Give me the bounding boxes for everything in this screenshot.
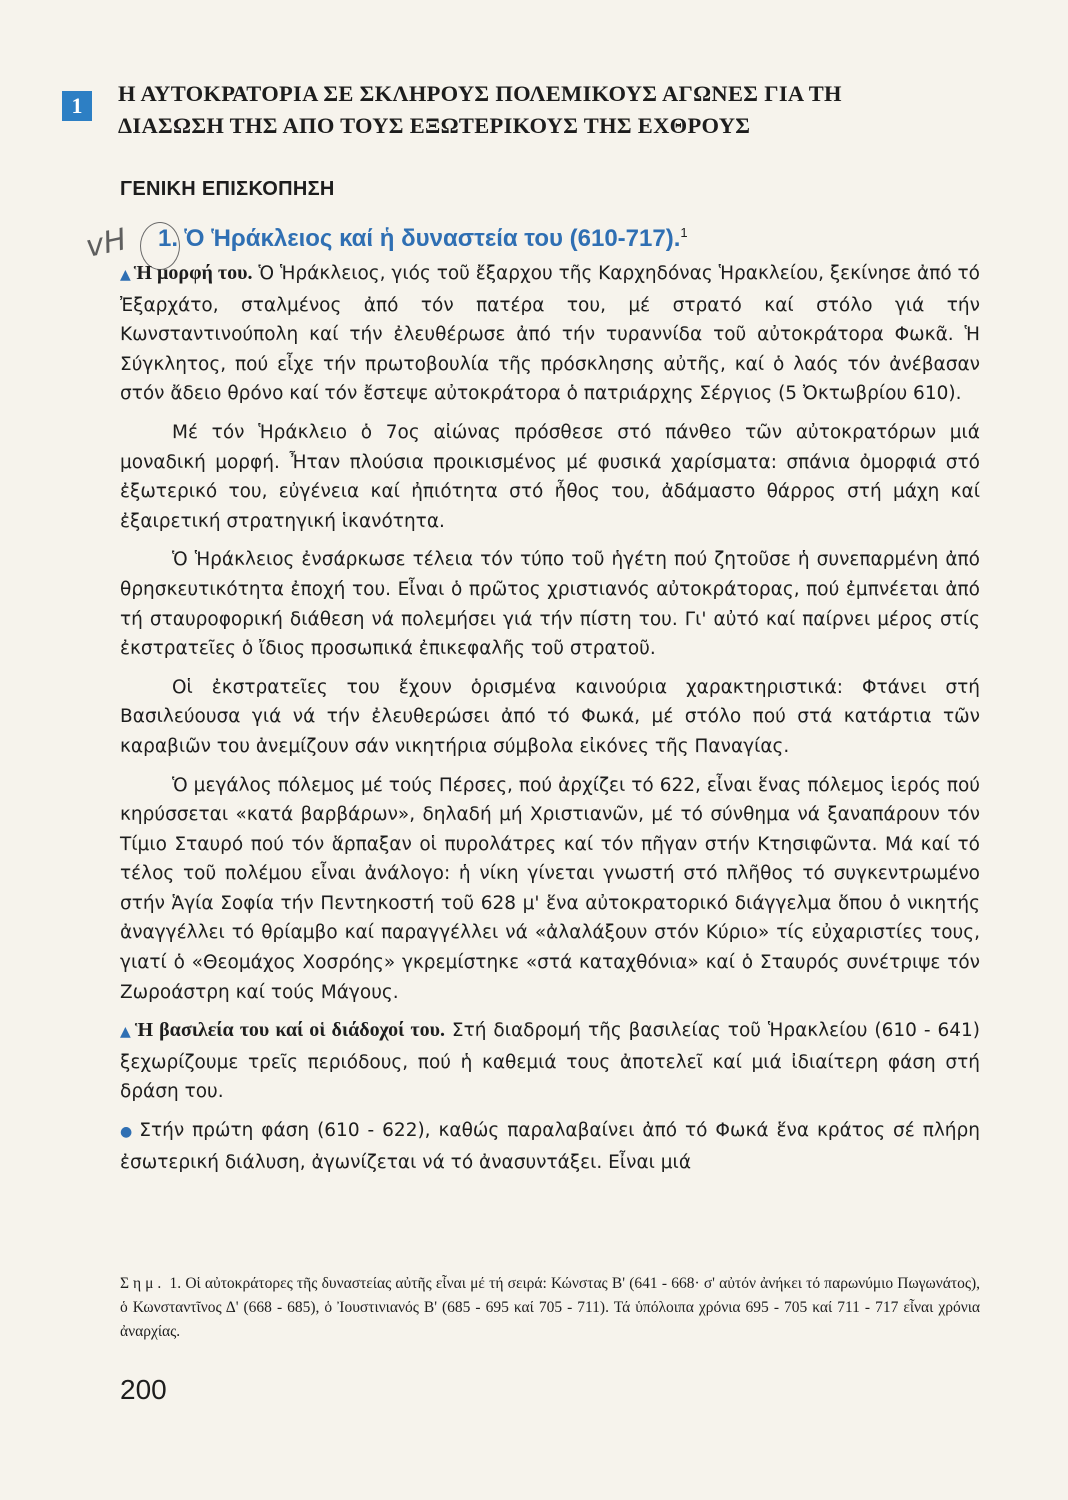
paragraph-1-heading: Ἡ μορφή του.: [133, 262, 253, 284]
paragraph-7: [120, 1116, 980, 1177]
footnote-text: 1. Οἱ αὐτοκράτορες τῆς δυναστείας αὐτῆς εἶναι μέ τή σειρά: Κώνστας Β' (641 - 668· σ' αὐτόν ἀνήκει τό παρωνύμιο Πωγωνάτος), ὁ Κωνσταντῖνος Δ' (668 - 685), ὁ Ἰουστινιανός Β' (685 - 695 καί 705 - 711). Τά ὑπόλοιπα χρόνια 695 - 705 καί 711 - 717 εἶναι χρόνια ἀναρχίας.: [120, 1275, 980, 1340]
page-number: 200: [120, 1374, 167, 1405]
handwritten-margin-note: vH: [82, 222, 130, 265]
section-title: ΓΕΝΙΚΗ ΕΠΙΣΚΟΠΗΣΗ: [120, 178, 335, 200]
chapter-title-line-2: ΔΙΑΣΩΣΗ ΤΗΣ ΑΠΟ ΤΟΥΣ ΕΞΩΤΕΡΙΚΟΥΣ ΤΗΣ ΕΧΘΡΟΥΣ: [118, 113, 751, 138]
paragraph-1: [120, 259, 980, 409]
circle-bullet-icon: ●: [120, 1124, 135, 1141]
subsection-heading: [158, 225, 688, 253]
paragraph-4: Οἱ ἐκστρατεῖες του ἔχουν ὁρισμένα καινούρια χαρακτηριστικά: Φτάνει στή Βασιλεύουσα γιά νά τήν ἐλευθερώσει ἀπό τό Φωκά, μέ στόλο πού στά κατάρτια τῶν καραβιῶν του ἀνεμίζουν σάν νικητήρια σύμβολα εἰκόνες τῆς Παναγίας.: [120, 676, 980, 757]
paragraph-6: [120, 1016, 980, 1107]
footnote: [120, 1272, 980, 1344]
paragraph-6-text: Στή διαδρομή τῆς βασιλείας τοῦ Ἡρακλείου (610 - 641) ξεχωρίζουμε τρεῖς περιόδους, πού ἡ καθεμιά τους ἀποτελεῖ καί μιά ἰδιαίτερη φάση στή δράση του.: [120, 1020, 980, 1103]
triangle-bullet-icon: ▲: [120, 1024, 132, 1041]
triangle-bullet-icon: ▲: [120, 267, 131, 283]
subsection-title: 1. Ὁ Ἡράκλειος καί ἡ δυναστεία του (610-717).: [158, 225, 681, 252]
paragraph-5: Ὁ μεγάλος πόλεμος μέ τούς Πέρσες, πού ἀρχίζει τό 622, εἶναι ἕνας πόλεμος ἱερός πού κηρύσσεται «κατά βαρβάρων», δηλαδή μή Χριστιανῶν, μέ τό σύνθημα νά ξαναπάρουν τόν Τίμιο Σταυρό πού τόν ἅρπαξαν οἱ πυρολάτρες καί τόν πῆγαν στήν Κτησιφῶντα. Μά καί τό τέλος τοῦ πολέμου εἶναι ἀνάλογο: ἡ νίκη γίνεται γνωστή στό πλῆθος τό συγκεντρωμένο στήν Ἁγία Σοφία τήν Πεντηκοστή τοῦ 628 μ' ἕνα αὐτοκρατορικό διάγγελμα ὅπου ὁ νικητής ἀναγγέλλει τό θρίαμβο καί παραγγέλλει νά «ἀλαλάξουν στόν Κύριο» τίς εὐχαριστίες τους, γιατί ὁ «Θεομάχος Χοσρόης» γκρεμίστηκε «στά καταχθόνια» καί ὁ Σταυρός συνέτριψε τόν Ζωροάστρη καί τούς Μάγους.: [120, 774, 980, 1003]
paragraph-7-text: Στήν πρώτη φάση (610 - 622), καθώς παραλαβαίνει ἀπό τό Φωκά ἕνα κράτος σέ πλήρη ἐσωτερική διάλυση, ἀγωνίζεται νά τό ἀνασυντάξει. Εἶναι μιά: [120, 1120, 980, 1173]
footnote-marker: Σημ.: [120, 1275, 166, 1292]
paragraph-6-heading: Ἡ βασιλεία του καί οἱ διάδοχοί του.: [134, 1019, 445, 1042]
paragraph-2: Μέ τόν Ἡράκλειο ὁ 7ος αἰώνας πρόσθεσε στό πάνθεο τῶν αὐτοκρατόρων μιά μοναδική μορφή. Ἦταν πλούσια προικισμένος μέ φυσικά χαρίσματα: σπάνια ὀμορφιά στό ἐξωτερικό του, εὐγένεια καί ἠπιότητα στό ἦθος του, ἀδάμαστο θάρρος στή μάχη καί ἐξαιρετική στρατηγική ἱκανότητα.: [120, 421, 980, 532]
chapter-number-badge: 1: [62, 91, 92, 121]
paragraph-1-text: Ὁ Ἡράκλειος, γιός τοῦ ἔξαρχου τῆς Καρχηδόνας Ἡρακλείου, ξεκίνησε ἀπό τό Ἐξαρχάτο, σταλμένος ἀπό τόν πατέρα του, μέ στρατό καί στόλο γιά τήν Κωνσταντινούπολη καί τήν ἐλευθέρωσε ἀπό τήν τυραννίδα τοῦ αὐτοκράτορα Φωκᾶ. Ἡ Σύγκλητος, πού εἶχε τήν πρωτοβουλία τῆς πρόσκλησης αὐτῆς, καί ὁ λαός τόν ἀνέβασαν στόν ἄδειο θρόνο καί τόν ἔστεψε αὐτοκράτορα ὁ πατριάρχης Σέργιος (5 Ὀκτωβρίου 610).: [120, 263, 980, 405]
paragraph-3: Ὁ Ἡράκλειος ἐνσάρκωσε τέλεια τόν τύπο τοῦ ἡγέτη πού ζητοῦσε ἡ συνεπαρμένη ἀπό θρησκευτικότητα ἐποχή του. Εἶναι ὁ πρῶτος χριστιανός αὐτοκράτορας, πού ἐμπνέεται ἀπό τή σταυροφορική διάθεση νά πολεμήσει γιά τήν πίστη του. Γι' αὐτό καί παίρνει μέρος στίς ἐκστρατεῖες ὁ ἴδιος προσωπικά ἐπικεφαλῆς τοῦ στρατοῦ.: [120, 549, 980, 660]
chapter-title: [118, 78, 998, 142]
footnote-reference: 1: [680, 225, 688, 240]
chapter-title-line-1: Η ΑΥΤΟΚΡΑΤΟΡΙΑ ΣΕ ΣΚΛΗΡΟΥΣ ΠΟΛΕΜΙΚΟΥΣ ΑΓΩΝΕΣ ΓΙΑ ΤΗ: [118, 81, 842, 106]
body-text: [120, 259, 980, 1186]
